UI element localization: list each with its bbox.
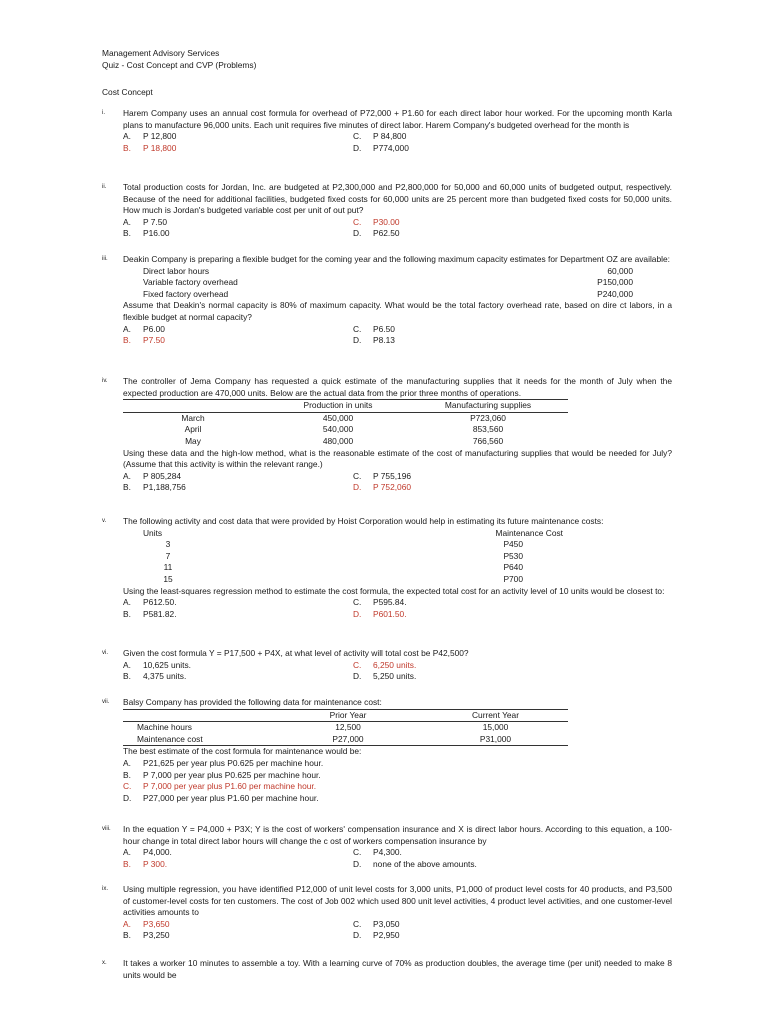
option-d[interactable]: D. P62.50 bbox=[353, 228, 400, 239]
question-6 bbox=[102, 648, 672, 683]
question-3 bbox=[102, 254, 672, 347]
option-d[interactable]: D. P774,000 bbox=[353, 142, 409, 153]
table-row: April 540,000 853,560 bbox=[184, 424, 504, 435]
table-row: Machine hours 12,500 15,000 bbox=[137, 722, 509, 733]
option-b[interactable]: B. P 7,000 per year plus P0.625 per machine hour. bbox=[123, 769, 321, 780]
list-item: Fixed factory overhead P240,000 bbox=[143, 288, 633, 299]
question-number: viii. bbox=[102, 826, 111, 832]
option-a[interactable]: A. P 805,284 bbox=[123, 470, 182, 481]
question-10 bbox=[102, 958, 672, 981]
data-table bbox=[123, 399, 568, 447]
option-c[interactable]: C. P4,300. bbox=[353, 847, 402, 858]
option-d[interactable]: D. P8.13 bbox=[353, 335, 395, 346]
question-number: v. bbox=[102, 518, 107, 524]
option-b[interactable]: B. P16.00 bbox=[123, 228, 170, 239]
question-9 bbox=[102, 884, 672, 942]
question-number: i. bbox=[102, 110, 105, 116]
course-title: Management Advisory Services bbox=[102, 48, 220, 58]
quiz-title: Quiz - Cost Concept and CVP (Problems) bbox=[102, 59, 257, 70]
option-a-correct[interactable]: A. P3,650 bbox=[123, 918, 170, 929]
section-title: Cost Concept bbox=[102, 87, 153, 97]
table-row: 15 P700 bbox=[163, 573, 523, 584]
option-a[interactable]: A. P6.00 bbox=[123, 323, 165, 334]
question-number: iv. bbox=[102, 378, 108, 384]
answer-options bbox=[123, 847, 672, 870]
option-c-correct[interactable]: C. P 7,000 per year plus P1.60 per machine hour. bbox=[123, 781, 317, 792]
option-a[interactable]: A. 10,625 units. bbox=[123, 659, 191, 670]
capacity-estimates bbox=[143, 266, 672, 301]
question-text: In the equation Y = P4,000 + P3X; Y is the cost of workers' compensation insurance and X is direct labor hours. According to this equation, a 100-hour change in total direct labor hours will change the c ost of workers compensation insurance by bbox=[123, 824, 672, 846]
answer-options bbox=[123, 758, 672, 804]
answer-options bbox=[123, 919, 672, 942]
table-row: 7 P530 bbox=[165, 550, 523, 561]
table-header: Prior Year Current Year bbox=[329, 709, 520, 720]
option-b[interactable]: B. P581.82. bbox=[123, 608, 177, 619]
table-header: Production in units Manufacturing supplies bbox=[303, 400, 532, 411]
question-text: Using multiple regression, you have identified P12,000 of unit level costs for 3,000 units, P1,000 of product level costs for 40 products, and P3,500 of customer-level costs for ten customers. The cost of Job 002 which used 800 unit level activities, 4 product level activities, and one customer-level activities amounts to bbox=[123, 884, 672, 918]
question-text: It takes a worker 10 minutes to assemble a toy. With a learning curve of 70% as production doubles, the average time (per unit) needed to make 8 units would be bbox=[123, 958, 672, 980]
question-text: Deakin Company is preparing a flexible budget for the coming year and the following maximum capacity estimates for Department OZ are available: bbox=[123, 254, 670, 264]
cost-data-table bbox=[143, 528, 563, 586]
option-b-correct[interactable]: B. P7.50 bbox=[123, 335, 165, 346]
question-text-continued: Using these data and the high-low method, what is the reasonable estimate of the cost of manufacturing supplies that would be needed for July? (Assume that this activity is within the relevant range.) bbox=[123, 447, 672, 470]
option-a[interactable]: A. P4,000. bbox=[123, 847, 172, 858]
question-number: ix. bbox=[102, 886, 108, 892]
table-row: 11 P640 bbox=[163, 562, 523, 573]
option-c[interactable]: C. P3,050 bbox=[353, 918, 400, 929]
question-2 bbox=[102, 182, 672, 240]
option-c[interactable]: C. P595.84. bbox=[353, 597, 407, 608]
question-number: vii. bbox=[102, 699, 110, 705]
question-text: The controller of Jema Company has requested a quick estimate of the manufacturing supplies that it needs for the month of July when the expected production are 470,000 units. Below are the actual data from the prior three months of operations. bbox=[123, 376, 672, 398]
question-text: Harem Company uses an annual cost formula for overhead of P72,000 + P1.60 for each direct labor hour worked. For the upcoming month Karla plans to manufacture 96,000 units. Each unit requires five minutes of direct labor. Harem Company's budgeted overhead for the month is bbox=[123, 108, 672, 130]
option-d[interactable]: D. none of the above amounts. bbox=[353, 858, 477, 869]
option-c-correct[interactable]: C. P30.00 bbox=[353, 216, 400, 227]
option-c[interactable]: C. P6.50 bbox=[353, 323, 395, 334]
list-item: Variable factory overhead P150,000 bbox=[143, 277, 633, 288]
question-text: Balsy Company has provided the following data for maintenance cost: bbox=[123, 697, 382, 707]
table-row: March 450,000 P723,060 bbox=[181, 412, 506, 423]
answer-options bbox=[123, 597, 672, 620]
question-8 bbox=[102, 824, 672, 870]
option-c[interactable]: C. P 84,800 bbox=[353, 131, 407, 142]
option-a[interactable]: A. P 7.50 bbox=[123, 216, 168, 227]
question-text-continued: Using the least-squares regression method to estimate the cost formula, the expected total cost for an activity level of 10 units would be closest to: bbox=[123, 585, 665, 596]
question-text-continued: The best estimate of the cost formula for maintenance would be: bbox=[123, 746, 362, 757]
question-number: ii. bbox=[102, 184, 107, 190]
question-5 bbox=[102, 516, 672, 620]
option-c[interactable]: C. P 755,196 bbox=[353, 470, 412, 481]
document-header bbox=[102, 48, 256, 71]
question-text-continued: Assume that Deakin's normal capacity is 80% of maximum capacity. What would be the total factory overhead rate, based on dire ct labors, in a flexible budget at normal capacity? bbox=[123, 300, 672, 322]
question-number: x. bbox=[102, 960, 107, 966]
option-d[interactable]: D. P2,950 bbox=[353, 930, 400, 941]
question-text: Given the cost formula Y = P17,500 + P4X, at what level of activity will total cost be P42,500? bbox=[123, 648, 469, 658]
question-text: The following activity and cost data that were provided by Hoist Corporation would help in estimating its future maintenance costs: bbox=[123, 516, 604, 526]
answer-options bbox=[123, 217, 672, 240]
table-row: May 480,000 766,560 bbox=[185, 435, 504, 446]
maintenance-table bbox=[123, 709, 568, 747]
option-b[interactable]: B. P3,250 bbox=[123, 930, 170, 941]
option-b[interactable]: B. 4,375 units. bbox=[123, 671, 187, 682]
option-b-correct[interactable]: B. P 18,800 bbox=[123, 142, 177, 153]
table-row: 3 P450 bbox=[165, 539, 523, 550]
option-d-correct[interactable]: D. P 752,060 bbox=[353, 482, 412, 493]
answer-options bbox=[123, 131, 672, 154]
question-7 bbox=[102, 697, 672, 804]
option-d[interactable]: D. 5,250 units. bbox=[353, 671, 417, 682]
option-a[interactable]: A. P 12,800 bbox=[123, 131, 177, 142]
option-b[interactable]: B. P1,188,756 bbox=[123, 482, 186, 493]
question-number: vi. bbox=[102, 650, 108, 656]
question-number: iii. bbox=[102, 256, 108, 262]
question-text: Total production costs for Jordan, Inc. are budgeted at P2,300,000 and P2,800,000 for 50,000 and 60,000 units of budgeted output, respectively. Because of the need for additional facilities, budgeted fixed costs for 60,000 units are 25 percent more than budgeted fixed costs for 50,000 units. How much is Jordan's budgeted variable cost per unit of out put? bbox=[123, 182, 672, 216]
option-b-correct[interactable]: B. P 300. bbox=[123, 858, 168, 869]
option-a[interactable]: A. P612.50. bbox=[123, 597, 177, 608]
option-d[interactable]: D. P27,000 per year plus P1.60 per machine hour. bbox=[123, 792, 319, 803]
option-c-correct[interactable]: C. 6,250 units. bbox=[353, 659, 417, 670]
answer-options bbox=[123, 324, 672, 347]
answer-options bbox=[123, 471, 672, 494]
option-d-correct[interactable]: D. P601.50. bbox=[353, 608, 407, 619]
option-a[interactable]: A. P21,625 per year plus P0.625 per machine hour. bbox=[123, 757, 324, 768]
table-row: Maintenance cost P27,000 P31,000 bbox=[123, 734, 568, 747]
question-1 bbox=[102, 108, 672, 154]
answer-options bbox=[123, 660, 672, 683]
question-4 bbox=[102, 376, 672, 494]
table-header: Units Maintenance Cost bbox=[143, 527, 563, 538]
list-item: Direct labor hours 60,000 bbox=[143, 265, 633, 276]
